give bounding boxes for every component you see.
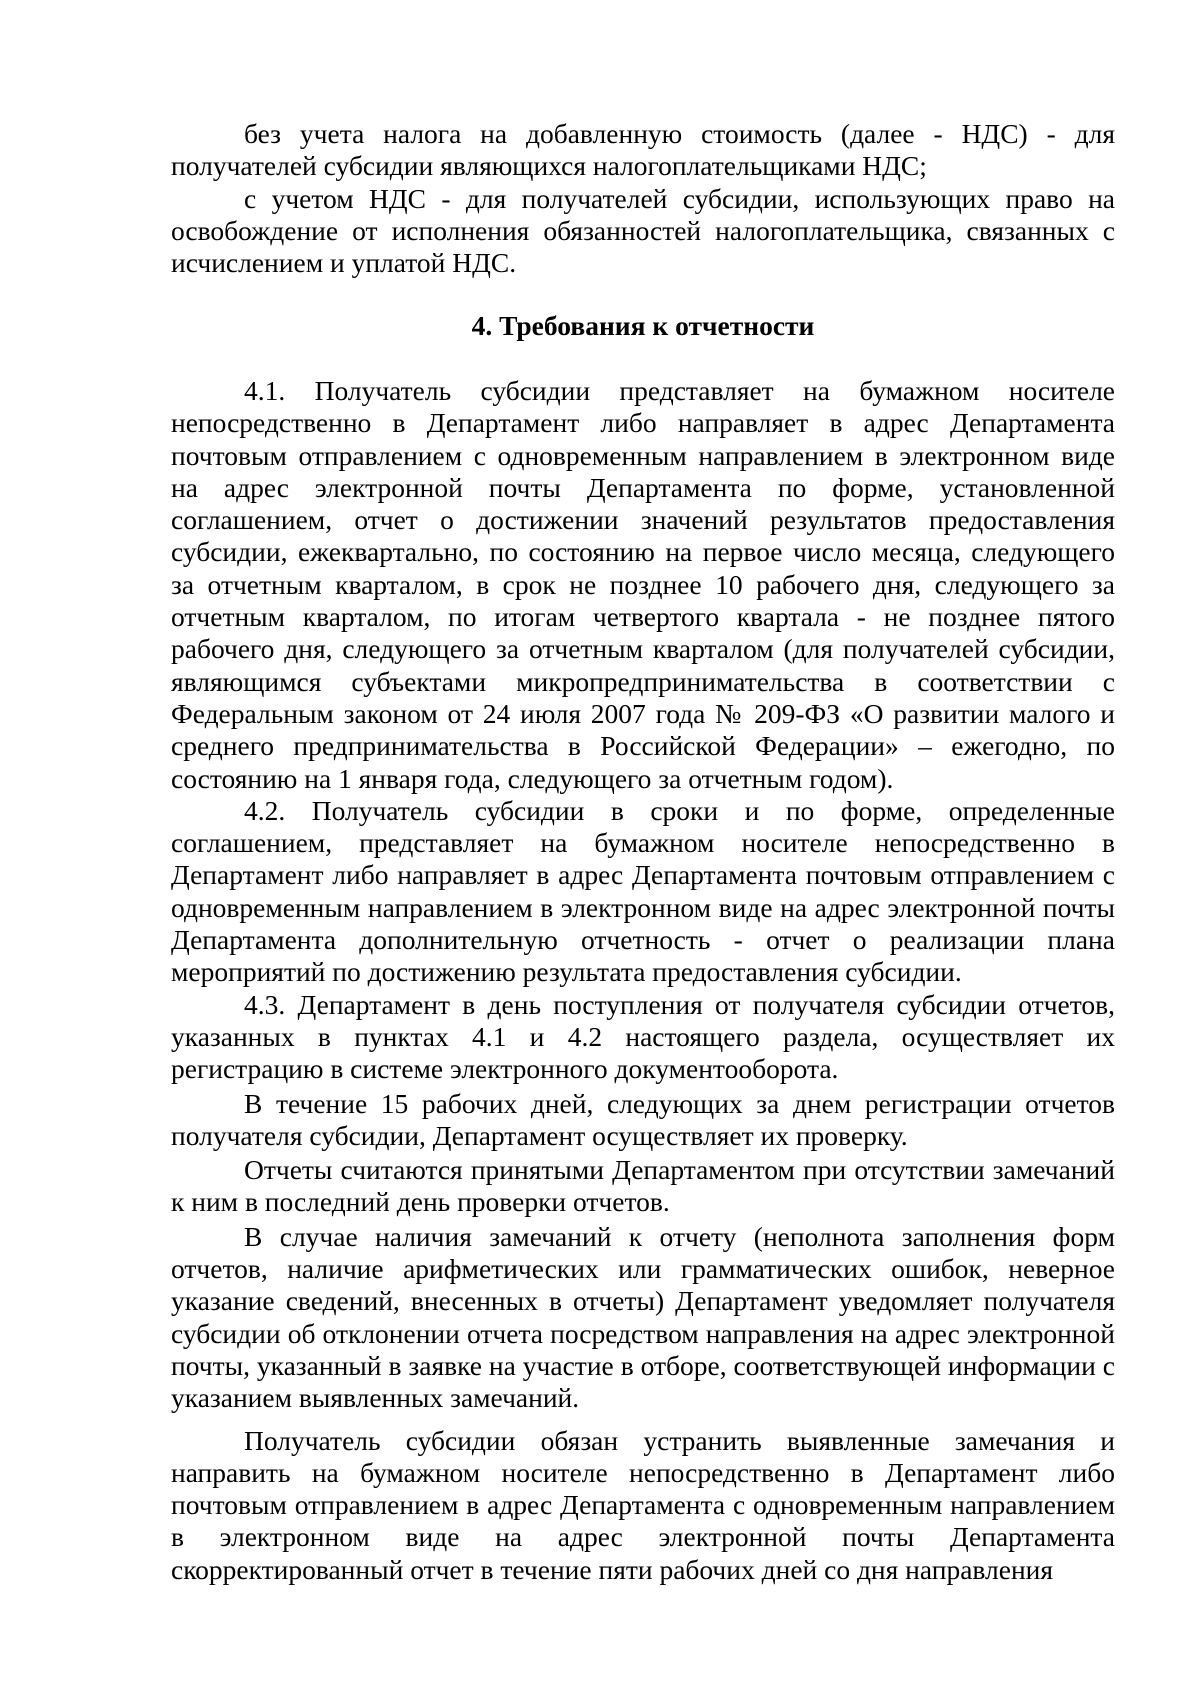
paragraph-correction: Получатель субсидии обязан устранить выявленные замечания и направить на бумажном носителе непосредственно в Департамент либо почтовым отправлением в адрес Департамента с одновременным направлением в электронном виде на адрес электронной почты Департамента скорректированный отчет в течение пяти рабочих дней со дня направления [171,1424,1115,1585]
paragraph-4-1: 4.1. Получатель субсидии представляет на бумажном носителе непосредственно в Департамент либо направляет в адрес Департамента почтовым отправлением с одновременным направлением в электронном виде на адрес электронной почты Департамента по форме, установленной соглашением, отчет о достижении значений результатов предоставления субсидии, ежеквартально, по состоянию на первое число месяца, следующего за отчетным кварталом, в срок не позднее 10 рабочего дня, следующего за отчетным кварталом, по итогам четвертого квартала - не позднее пятого рабочего дня, следующего за отчетным кварталом (для получателей субсидии, являющимся субъектами микропредпринимательства в соответствии с Федеральным законом от 24 июля 2007 года № 209-ФЗ «О развитии малого и среднего предпринимательства в Российской Федерации» – ежегодно, по состоянию на 1 января года, следующего за отчетным годом). [171,375,1115,794]
intro-paragraph-1: без учета налога на добавленную стоимость (далее - НДС) - для получателей субсидии являющихся налогоплательщиками НДС; [171,118,1115,182]
paragraph-review-period: В течение 15 рабочих дней, следующих за днем регистрации отчетов получателя субсидии, Департамент осуществляет их проверку. [171,1087,1115,1151]
intro-paragraph-2: с учетом НДС - для получателей субсидии, использующих право на освобождение от исполнения обязанностей налогоплательщика, связанных с исчислением и уплатой НДС. [171,182,1115,279]
paragraph-remarks: В случае наличия замечаний к отчету (неполнота заполнения форм отчетов, наличие арифметических или грамматических ошибок, неверное указание сведений, внесенных в отчеты) Департамент уведомляет получателя субсидии об отклонении отчета посредством направления на адрес электронной почты, указанный в заявке на участие в отборе, соответствующей информации с указанием выявленных замечаний. [171,1220,1115,1414]
paragraph-4-3: 4.3. Департамент в день поступления от получателя субсидии отчетов, указанных в пунктах 4.1 и 4.2 настоящего раздела, осуществляет их регистрацию в системе электронного документооборота. [171,988,1115,1085]
paragraph-4-2: 4.2. Получатель субсидии в сроки и по форме, определенные соглашением, представляет на бумажном носителе непосредственно в Департамент либо направляет в адрес Департамента почтовым отправлением с одновременным направлением в электронном виде на адрес электронной почты Департамента дополнительную отчетность - отчет о реализации плана мероприятий по достижению результата предоставления субсидии. [171,794,1115,988]
section-body [171,375,1115,1586]
paragraph-acceptance: Отчеты считаются принятыми Департаментом при отсутствии замечаний к ним в последний день проверки отчетов. [171,1154,1115,1218]
intro-text-block [171,118,1115,279]
section-title: 4. Требования к отчетности [471,310,815,341]
